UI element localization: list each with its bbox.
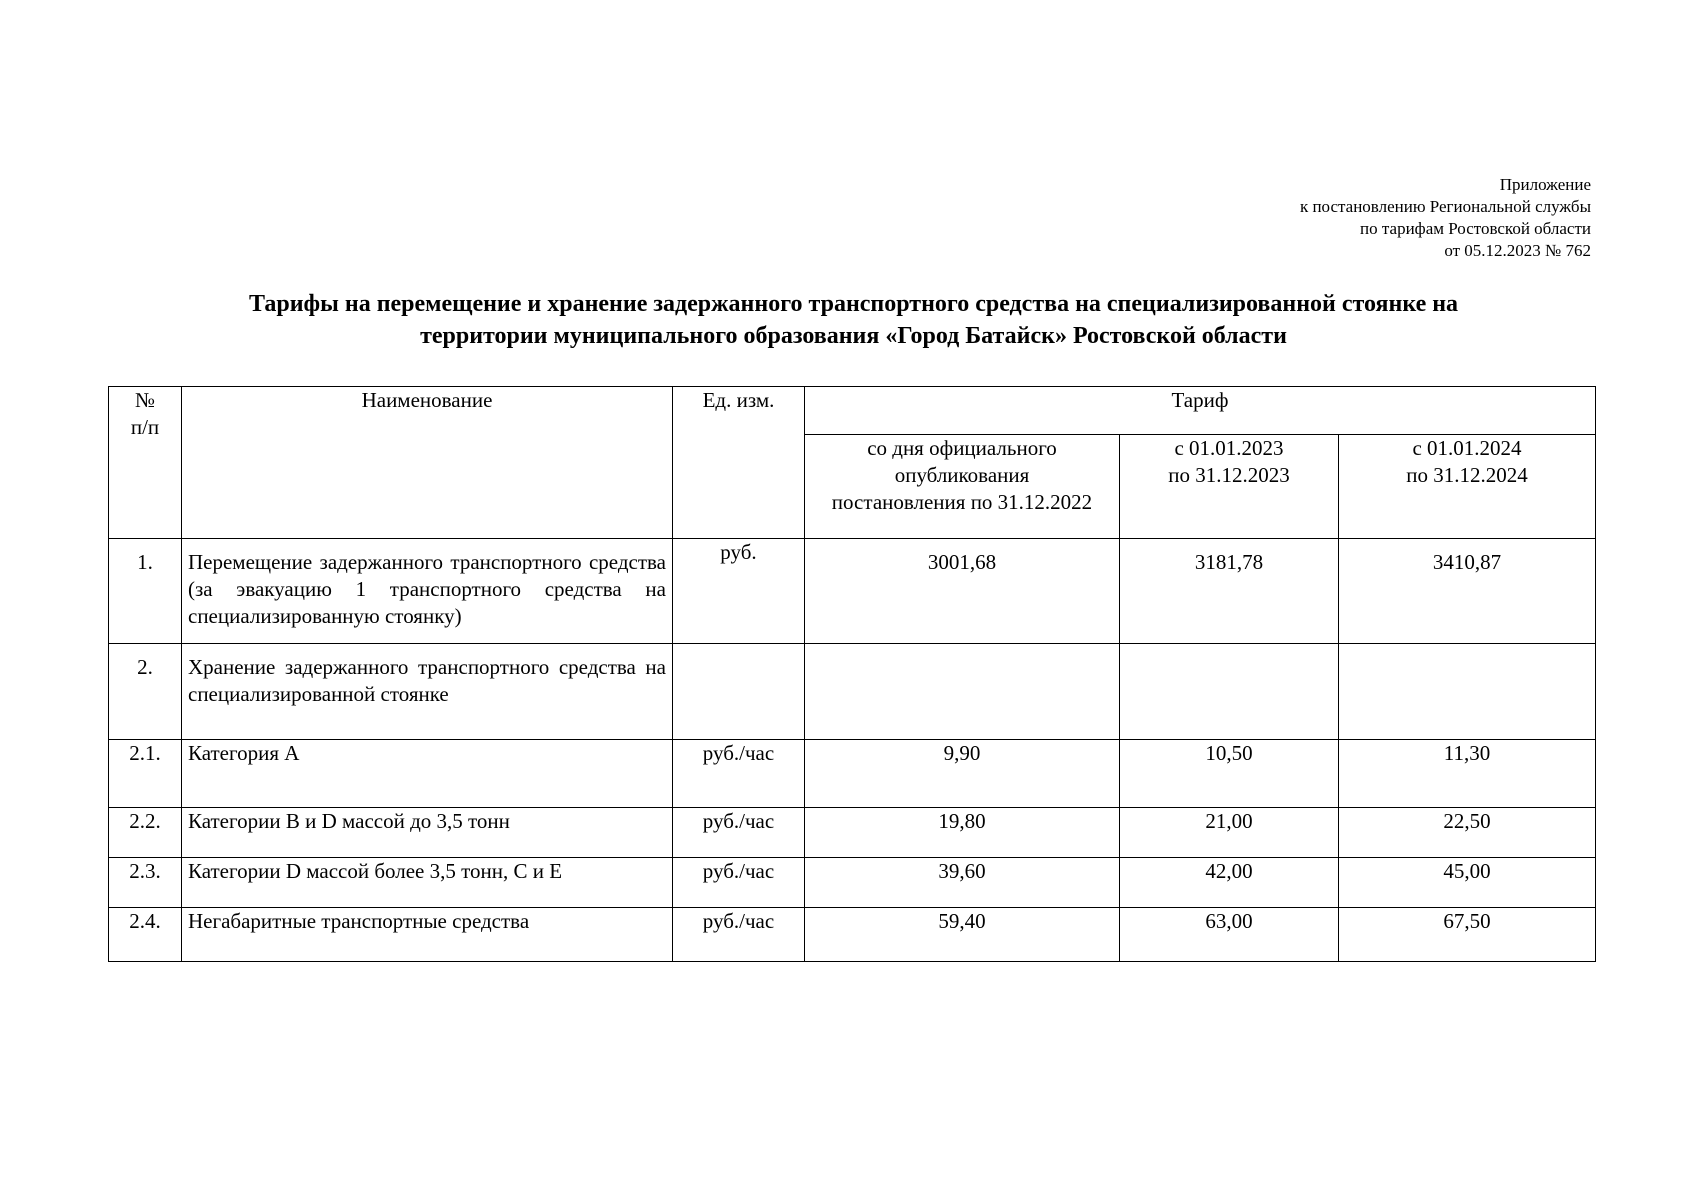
row-value-period-1: 3001,68 — [805, 539, 1120, 644]
row-value-period-3 — [1339, 644, 1596, 740]
header-period-2 — [1120, 435, 1339, 539]
header-period-1 — [805, 435, 1120, 539]
row-name: Перемещение задержанного транспортного средства (за эвакуацию 1 транспортного средства на специализированную стоянку) — [182, 539, 673, 644]
header-period-3-line-1: с 01.01.2024 — [1412, 436, 1522, 460]
row-name: Категории D массой более 3,5 тонн, C и E — [182, 858, 673, 908]
row-value-period-3: 11,30 — [1339, 740, 1596, 808]
row-value-period-3: 45,00 — [1339, 858, 1596, 908]
row-value-period-3: 67,50 — [1339, 908, 1596, 962]
row-value-period-2: 3181,78 — [1120, 539, 1339, 644]
header-tariff-cell: Тариф — [805, 387, 1596, 435]
tariffs-table — [108, 386, 1596, 962]
header-unit-cell: Ед. изм. — [673, 387, 805, 539]
header-num-cell — [109, 387, 182, 539]
row-num: 2.3. — [109, 858, 182, 908]
annex-line-2: к постановлению Региональной службы — [1299, 197, 1591, 216]
annex-block — [1300, 174, 1591, 262]
row-name: Хранение задержанного транспортного средства на специализированной стоянке — [182, 644, 673, 740]
row-unit — [673, 644, 805, 740]
row-value-period-2: 10,50 — [1120, 740, 1339, 808]
annex-line-3: по тарифам Ростовской области — [1360, 219, 1591, 238]
title-line-2: территории муниципального образования «Город Батайск» Ростовской области — [420, 323, 1287, 349]
table-row — [109, 858, 1596, 908]
row-name: Негабаритные транспортные средства — [182, 908, 673, 962]
header-period-3-line-2: по 31.12.2024 — [1406, 463, 1528, 487]
header-row-top — [109, 387, 1596, 435]
header-period-1-line-1: со дня официального — [867, 436, 1057, 460]
row-value-period-2 — [1120, 644, 1339, 740]
annex-line-4: от 05.12.2023 № 762 — [1444, 241, 1591, 260]
header-period-1-line-3: постановления по 31.12.2022 — [831, 490, 1093, 514]
header-num-line-2: п/п — [130, 415, 160, 439]
header-name-cell: Наименование — [182, 387, 673, 539]
header-period-2-line-1: с 01.01.2023 — [1174, 436, 1284, 460]
row-value-period-1: 39,60 — [805, 858, 1120, 908]
row-num: 2.4. — [109, 908, 182, 962]
row-value-period-2: 42,00 — [1120, 858, 1339, 908]
row-unit: руб./час — [673, 740, 805, 808]
row-value-period-1: 59,40 — [805, 908, 1120, 962]
table-row — [109, 908, 1596, 962]
row-value-period-3: 22,50 — [1339, 808, 1596, 858]
row-unit: руб. — [673, 539, 805, 644]
header-period-1-line-2: опубликования — [894, 463, 1030, 487]
table-row — [109, 539, 1596, 644]
annex-line-1: Приложение — [1499, 175, 1591, 194]
row-unit: руб./час — [673, 808, 805, 858]
row-num: 2.1. — [109, 740, 182, 808]
row-value-period-3: 3410,87 — [1339, 539, 1596, 644]
title-line-1: Тарифы на перемещение и хранение задержанного транспортного средства на специализированной стоянке на — [248, 291, 1459, 317]
row-num: 1. — [109, 539, 182, 644]
row-num: 2. — [109, 644, 182, 740]
row-value-period-2: 63,00 — [1120, 908, 1339, 962]
header-period-2-line-2: по 31.12.2023 — [1168, 463, 1290, 487]
header-period-3 — [1339, 435, 1596, 539]
row-value-period-1 — [805, 644, 1120, 740]
table-row — [109, 644, 1596, 740]
row-num: 2.2. — [109, 808, 182, 858]
header-num-line-1: № — [134, 388, 156, 412]
row-name: Категории B и D массой до 3,5 тонн — [182, 808, 673, 858]
row-value-period-2: 21,00 — [1120, 808, 1339, 858]
row-unit: руб./час — [673, 908, 805, 962]
row-value-period-1: 9,90 — [805, 740, 1120, 808]
row-value-period-1: 19,80 — [805, 808, 1120, 858]
table-row — [109, 740, 1596, 808]
row-unit: руб./час — [673, 858, 805, 908]
row-name: Категория А — [182, 740, 673, 808]
document-title — [110, 288, 1597, 352]
table-row — [109, 808, 1596, 858]
